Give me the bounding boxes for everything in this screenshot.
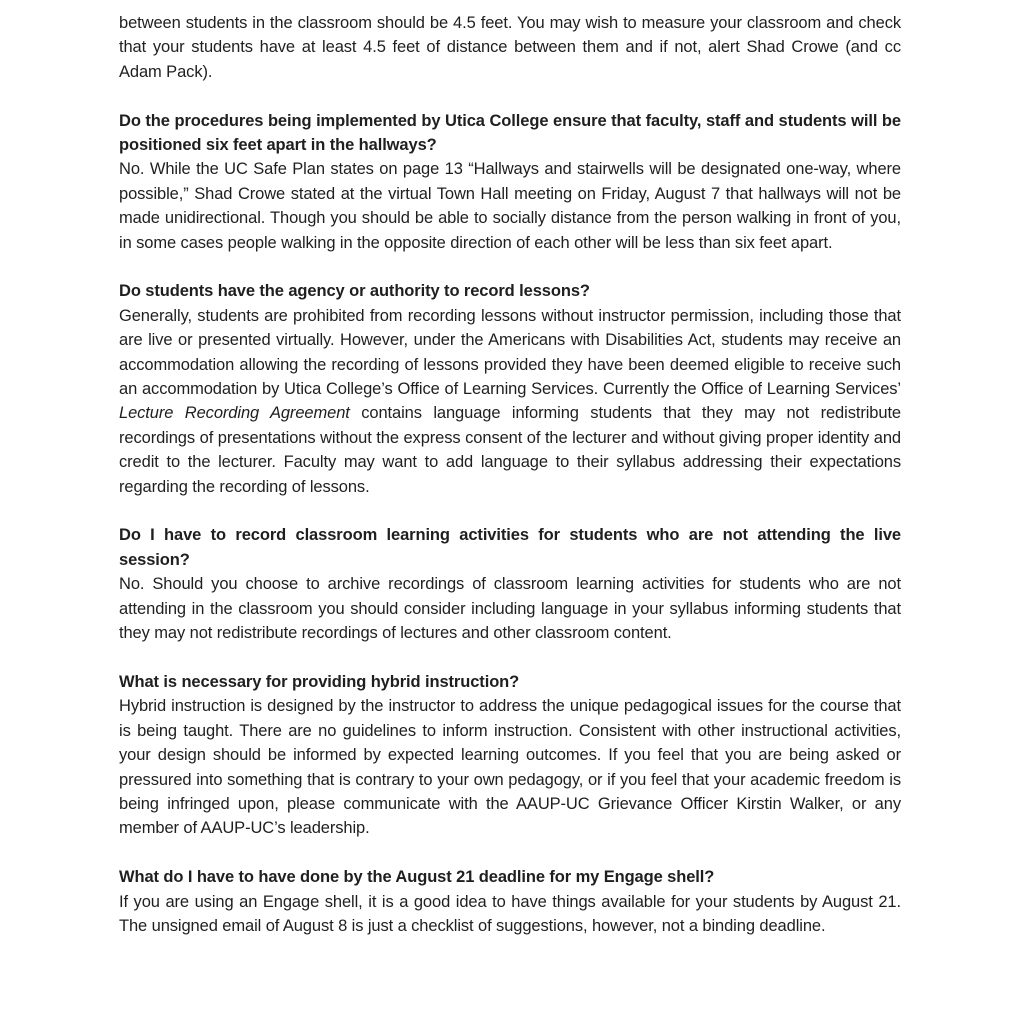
question-heading: Do students have the agency or authority to record lessons? xyxy=(119,282,590,301)
question-heading: What do I have to have done by the August 21 deadline for my Engage shell? xyxy=(119,868,715,887)
qa-block-record-lessons xyxy=(119,279,901,499)
qa-block-hallways xyxy=(119,109,901,255)
answer-paragraph xyxy=(119,304,901,499)
lecture-recording-agreement-title: Lecture Recording Agreement xyxy=(119,404,350,423)
answer-paragraph: No. While the UC Safe Plan states on page 13 “Hallways and stairwells will be designated one-way, where possible,” Shad Crowe stated at the virtual Town Hall meeting on Friday, August 7 that hallways will not be made unidirectional. Though you should be able to socially distance from the person walking in front of you, in some cases people walking in the opposite direction of each other will be less than six feet apart. xyxy=(119,160,901,252)
answer-paragraph: Hybrid instruction is designed by the instructor to address the unique pedagogical issues for the course that is being taught. There are no guidelines to inform instruction. Consistent with other instructional activities, your design should be informed by expected learning outcomes. If you feel that you are being asked or pressured into something that is contrary to your own pedagogy, or if you feel that your academic freedom is being infringed upon, please communicate with the AAUP-UC Grievance Officer Kirstin Walker, or any member of AAUP-UC’s leadership. xyxy=(119,697,901,838)
qa-block-hybrid-instruction xyxy=(119,670,901,841)
answer-text-after-italic: contains language informing students that they may not redistribute recordings of presentations without the express consent of the lecturer and without giving proper identity and credit to the lecturer. Faculty may want to add language to their syllabus addressing their expectations regarding the recording of lessons. xyxy=(119,404,902,496)
answer-paragraph: No. Should you choose to archive recordings of classroom learning activities for students who are not attending in the classroom you should consider including language in your syllabus informing students that they may not redistribute recordings of lectures and other classroom content. xyxy=(119,575,901,643)
question-heading: Do I have to record classroom learning activities for students who are not attending the live session? xyxy=(119,526,901,569)
question-heading: What is necessary for providing hybrid instruction? xyxy=(119,672,520,691)
question-heading: Do the procedures being implemented by Utica College ensure that faculty, staff and students will be positioned six feet apart in the hallways? xyxy=(119,111,901,155)
qa-block-record-activities xyxy=(119,523,901,645)
intro-paragraph: between students in the classroom should be 4.5 feet. You may wish to measure your classroom and check that your students have at least 4.5 feet of distance between them and if not, alert Shad Crowe (and cc Adam Pack). xyxy=(119,14,901,81)
answer-text-before-italic: Generally, students are prohibited from recording lessons without instructor permission, including those that are live or presented virtually. However, under the Americans with Disabilities Act, students may receive an accommodation allowing the recording of lessons provided they have been deemed eligible to receive such an accommodation by Utica College’s Office of Learning Services. Currently the Office of Learning Services’ xyxy=(119,306,901,399)
answer-paragraph: If you are using an Engage shell, it is a good idea to have things available for your students by August 21. The unsigned email of August 8 is just a checklist of suggestions, however, not a binding deadline. xyxy=(119,892,901,935)
qa-block-engage-deadline xyxy=(119,865,901,938)
